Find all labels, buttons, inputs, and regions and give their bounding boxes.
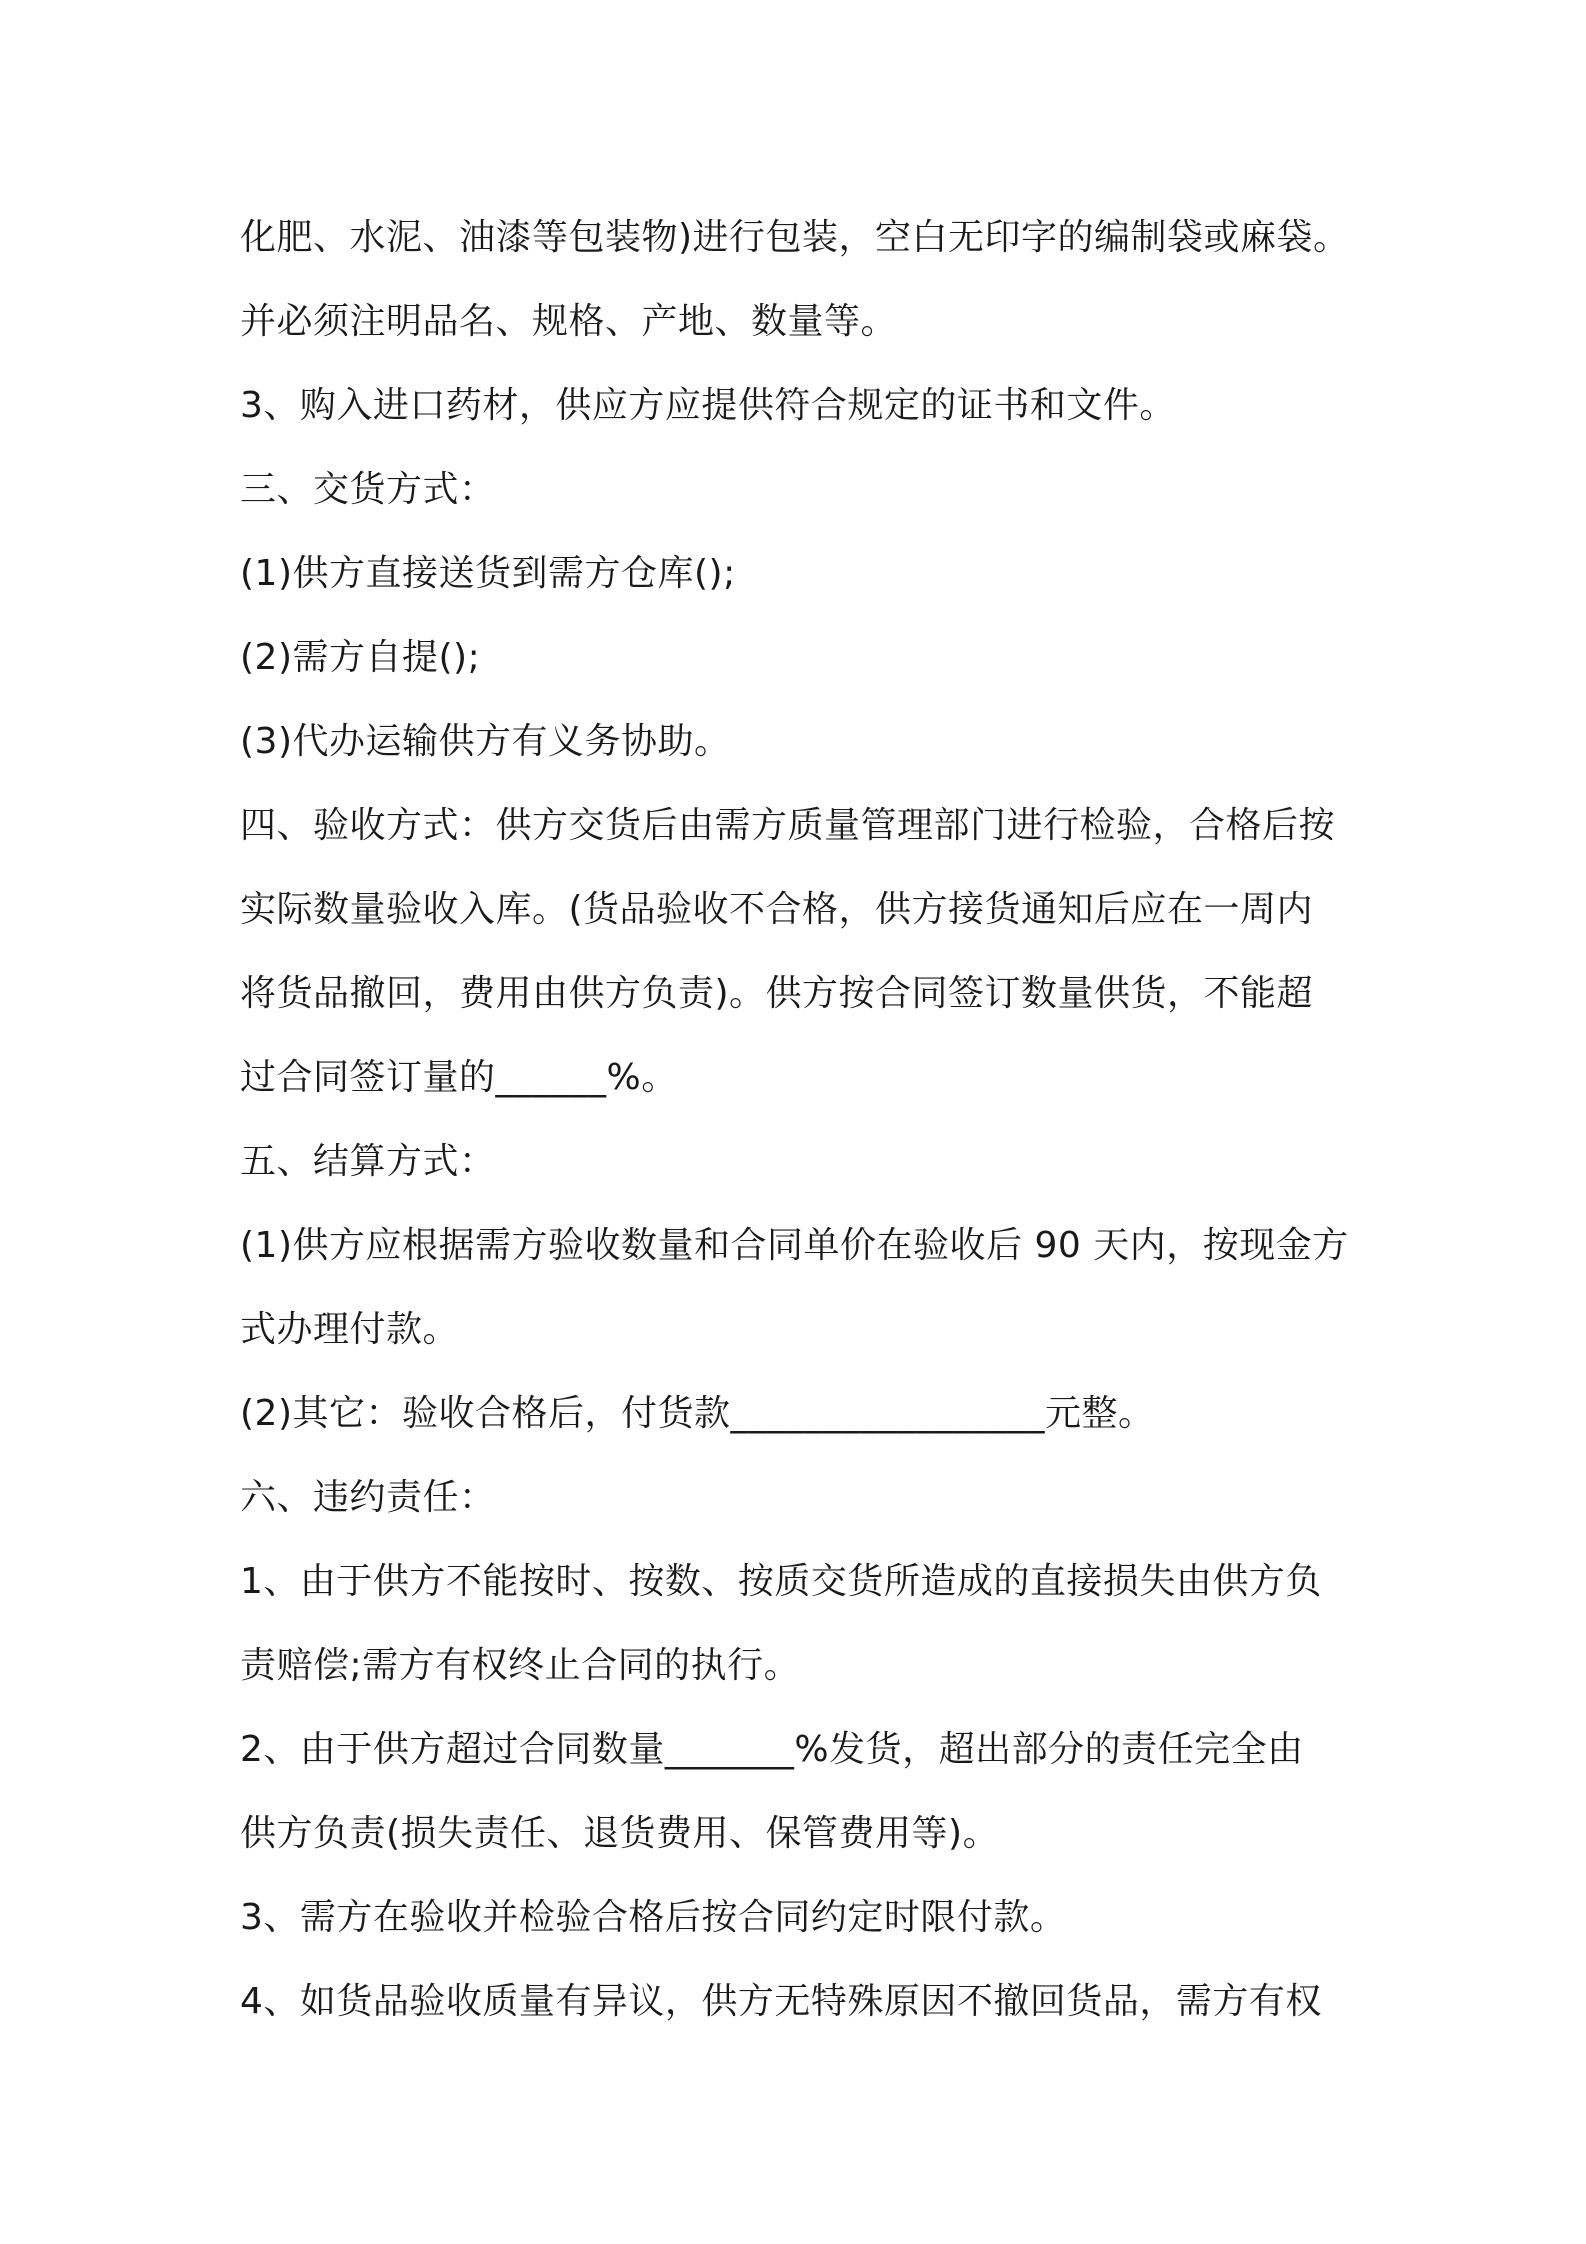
section-heading-liability: 六、违约责任： (240, 1477, 496, 1518)
text-line: 2、由于供方超过合同数量_______%发货，超出部分的责任完全由 (240, 1729, 1304, 1770)
text-line: 并必须注明品名、规格、产地、数量等。 (240, 301, 898, 342)
text-line: 式办理付款。 (240, 1309, 460, 1350)
text-line: 4、如货品验收质量有异议，供方无特殊原因不撤回货品，需方有权 (240, 1981, 1322, 2022)
section-heading-acceptance: 四、验收方式：供方交货后由需方质量管理部门进行检验，合格后按 (240, 805, 1336, 846)
text-line: 责赔偿;需方有权终止合同的执行。 (240, 1645, 801, 1686)
text-line: 化肥、水泥、油漆等包装物)进行包装，空白无印字的编制袋或麻袋。 (240, 217, 1350, 258)
text-line: 过合同签订量的______%。 (240, 1057, 678, 1098)
text-line: 3、需方在验收并检验合格后按合同约定时限付款。 (240, 1897, 1067, 1938)
text-line: 3、购入进口药材，供应方应提供符合规定的证书和文件。 (240, 385, 1176, 426)
text-line: (2)需方自提(); (240, 637, 481, 678)
text-line: 供方负责(损失责任、退货费用、保管费用等)。 (240, 1813, 1000, 1854)
text-line: (2)其它：验收合格后，付货款_________________元整。 (240, 1393, 1155, 1434)
text-line: (3)代办运输供方有义务协助。 (240, 721, 731, 762)
document-body (240, 196, 1370, 2044)
text-line: (1)供方应根据需方验收数量和合同单价在验收后 90 天内，按现金方 (240, 1225, 1349, 1266)
text-line: 实际数量验收入库。(货品验收不合格，供方接货通知后应在一周内 (240, 889, 1314, 930)
text-line: 将货品撤回，费用由供方负责)。供方按合同签订数量供货，不能超 (240, 973, 1314, 1014)
section-heading-delivery: 三、交货方式： (240, 469, 496, 510)
text-line: 1、由于供方不能按时、按数、按质交货所造成的直接损失由供方负 (240, 1561, 1322, 1602)
text-line: (1)供方直接送货到需方仓库(); (240, 553, 736, 594)
section-heading-settlement: 五、结算方式： (240, 1141, 496, 1182)
